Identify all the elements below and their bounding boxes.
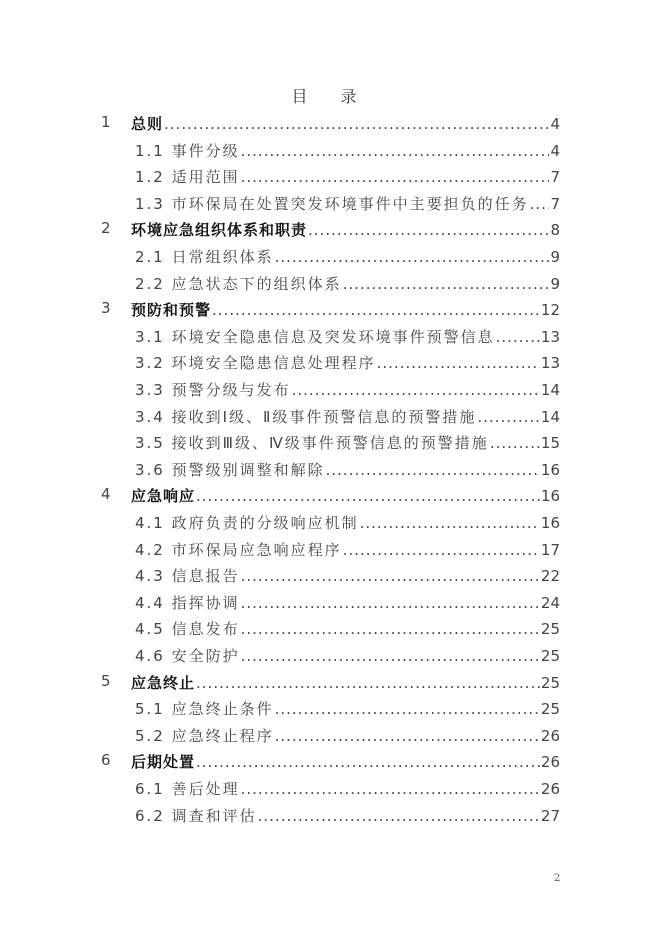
toc-dot-leader — [326, 461, 540, 479]
toc-dot-leader — [241, 168, 550, 186]
toc-entry-line — [131, 672, 560, 693]
toc-entry[interactable] — [0, 190, 662, 216]
toc-entry-label: 应急响应 — [131, 487, 196, 506]
toc-entry-line — [131, 219, 560, 240]
toc-entry-line — [135, 326, 560, 347]
toc-entry-line — [135, 352, 560, 373]
toc-entry[interactable] — [0, 270, 662, 296]
toc-entry[interactable] — [0, 376, 662, 402]
toc-entry[interactable] — [0, 482, 662, 508]
toc-entry[interactable] — [0, 562, 662, 588]
toc-dot-leader — [241, 620, 540, 638]
toc-entry-line — [135, 698, 560, 719]
toc-entry-line — [135, 166, 560, 187]
toc-entry-line — [135, 406, 560, 427]
toc-entry-page: 13 — [540, 327, 560, 346]
toc-entry-page: 22 — [540, 567, 560, 586]
page-number: 2 — [554, 873, 561, 884]
toc-entry-label: 4.4 指挥协调 — [135, 593, 240, 612]
toc-entry-page: 14 — [540, 407, 560, 426]
toc-entry-page: 16 — [540, 460, 560, 479]
toc-entry[interactable] — [0, 642, 662, 668]
toc-dot-leader — [212, 301, 540, 319]
toc-dot-leader — [490, 434, 540, 452]
toc-entry-label: 5.2 应急终止程序 — [135, 726, 274, 745]
toc-dot-leader — [241, 780, 540, 798]
toc-entry[interactable] — [0, 216, 662, 242]
toc-entry-page: 24 — [540, 593, 560, 612]
toc-entry-label: 4.5 信息发布 — [135, 620, 240, 639]
toc-entry-label: 3.1 环境安全隐患信息及突发环境事件预警信息 — [135, 327, 495, 346]
toc-entry[interactable] — [0, 536, 662, 562]
toc-dot-leader — [241, 142, 550, 160]
toc-entry-page: 15 — [540, 434, 560, 453]
toc-entry-line — [135, 618, 560, 639]
toc-dot-leader — [196, 674, 540, 692]
toc-entry-page: 9 — [550, 274, 560, 293]
toc-entry-page: 7 — [550, 168, 560, 187]
toc-entry[interactable] — [0, 615, 662, 641]
toc-entry-line — [135, 273, 560, 294]
toc-entry-page: 25 — [540, 620, 560, 639]
toc-entry-number: 4 — [101, 485, 111, 504]
toc-entry-line — [135, 432, 560, 453]
toc-entry-label: 1.1 事件分级 — [135, 141, 240, 160]
toc-entry-line — [135, 459, 560, 480]
toc-entry-label: 总则 — [131, 115, 164, 133]
toc-entry[interactable] — [0, 296, 662, 322]
toc-dot-leader — [196, 753, 540, 771]
toc-dot-leader — [292, 381, 540, 399]
toc-entry[interactable] — [0, 403, 662, 429]
toc-dot-leader — [275, 248, 550, 266]
toc-entry-line — [135, 592, 560, 613]
toc-entry-page: 4 — [550, 115, 560, 133]
toc-entry-line — [135, 379, 560, 400]
toc-entry-label: 6.2 调查和评估 — [135, 806, 257, 825]
toc-entry-page: 26 — [540, 780, 560, 798]
toc-entry-line — [135, 246, 560, 267]
toc-dot-leader — [360, 514, 540, 532]
toc-dot-leader — [308, 221, 549, 239]
toc-entry-label: 4.2 市环保局应急响应程序 — [135, 540, 342, 559]
toc-entry[interactable] — [0, 509, 662, 535]
toc-entry[interactable] — [0, 669, 662, 695]
toc-entry-label: 环境应急组织体系和职责 — [131, 221, 308, 240]
toc-entry-page: 14 — [540, 381, 560, 399]
toc-entry-page: 27 — [540, 806, 560, 825]
toc-entry-line — [131, 299, 560, 320]
toc-dot-leader — [241, 647, 540, 665]
toc-entry-line — [131, 751, 560, 772]
toc-dot-leader — [196, 487, 540, 505]
toc-entry[interactable] — [0, 589, 662, 615]
toc-entry-page: 25 — [540, 700, 560, 719]
toc-entry-label: 1.2 适用范围 — [135, 168, 240, 187]
toc-entry-number: 1 — [101, 113, 111, 131]
toc-entry-label: 3.5 接收到Ⅲ级、Ⅳ级事件预警信息的预警措施 — [135, 434, 489, 453]
toc-entry-label: 3.4 接收到Ⅰ级、Ⅱ级事件预警信息的预警措施 — [135, 407, 477, 426]
toc-entry-page: 26 — [540, 753, 560, 772]
toc-entry[interactable] — [0, 429, 662, 455]
toc-entry-label: 2.1 日常组织体系 — [135, 248, 274, 266]
toc-entry-label: 应急终止 — [131, 673, 196, 692]
toc-entry-page: 9 — [550, 248, 560, 266]
toc-entry-label: 1.3 市环保局在处置突发环境事件中主要担负的任务 — [135, 194, 529, 213]
toc-entry-page: 25 — [540, 647, 560, 665]
toc-dot-leader — [241, 567, 540, 585]
toc-entry-page: 8 — [550, 221, 560, 240]
toc-entry-number: 2 — [101, 219, 111, 238]
toc-entry[interactable] — [0, 802, 662, 828]
toc-entry-label: 3.2 环境安全隐患信息处理程序 — [135, 354, 376, 373]
toc-entry[interactable] — [0, 243, 662, 269]
toc-entry-label: 6.1 善后处理 — [135, 780, 240, 798]
toc-entry[interactable] — [0, 137, 662, 163]
toc-entry-line — [135, 645, 560, 666]
toc-entry-label: 后期处置 — [131, 753, 196, 772]
toc-entry-page: 16 — [540, 487, 560, 506]
toc-dot-leader — [258, 807, 540, 825]
toc-entry[interactable] — [0, 163, 662, 189]
toc-entry[interactable] — [0, 722, 662, 748]
toc-entry[interactable] — [0, 748, 662, 774]
toc-entry-number: 3 — [101, 299, 111, 318]
toc-entry-line — [135, 512, 560, 533]
toc-entry-label: 4.3 信息报告 — [135, 567, 240, 586]
toc-entry-line — [135, 193, 560, 214]
toc-entry-page: 4 — [550, 141, 560, 160]
toc-dot-leader — [530, 195, 550, 213]
toc-entry-line — [135, 140, 560, 161]
toc-entry-label: 5.1 应急终止条件 — [135, 700, 274, 719]
toc-entry-number: 6 — [101, 751, 111, 770]
toc-entry[interactable] — [0, 323, 662, 349]
toc-entry-label: 3.6 预警级别调整和解除 — [135, 460, 325, 479]
toc-entry-label: 3.3 预警分级与发布 — [135, 381, 291, 399]
toc-entry-page: 17 — [540, 540, 560, 559]
toc-entry-page: 26 — [540, 726, 560, 745]
toc-entry-line — [131, 485, 560, 506]
toc-dot-leader — [496, 328, 540, 346]
toc-entry[interactable] — [0, 349, 662, 375]
toc-entry-label: 预防和预警 — [131, 301, 212, 320]
toc-entry-line — [135, 725, 560, 746]
toc-dot-leader — [275, 700, 540, 718]
toc-entry-line — [135, 539, 560, 560]
toc-entry[interactable] — [0, 775, 662, 801]
toc-entry-page: 25 — [540, 673, 560, 692]
toc-entry[interactable] — [0, 695, 662, 721]
toc-entry[interactable] — [0, 456, 662, 482]
toc-dot-leader — [343, 541, 540, 559]
toc-dot-leader — [164, 115, 549, 133]
toc-entry-label: 4.1 政府负责的分级响应机制 — [135, 514, 359, 532]
toc-entry-number: 5 — [101, 671, 111, 690]
toc-entry-page: 7 — [550, 194, 560, 213]
toc-entry-line — [135, 565, 560, 586]
toc-dot-leader — [241, 594, 540, 612]
toc-entry-line — [131, 113, 560, 134]
toc-dot-leader — [343, 275, 550, 293]
toc-title: 目 录 — [291, 87, 371, 106]
toc-entry-label: 2.2 应急状态下的组织体系 — [135, 274, 342, 293]
toc-entry[interactable] — [0, 110, 662, 136]
toc-entry-line — [135, 778, 560, 799]
toc-entry-page: 12 — [540, 301, 560, 320]
toc-dot-leader — [377, 354, 540, 372]
toc-entry-line — [135, 805, 560, 826]
toc-entry-page: 13 — [540, 354, 560, 373]
toc-dot-leader — [477, 408, 539, 426]
toc-entry-label: 4.6 安全防护 — [135, 647, 240, 665]
toc-dot-leader — [275, 727, 540, 745]
toc-entry-page: 16 — [540, 514, 560, 532]
